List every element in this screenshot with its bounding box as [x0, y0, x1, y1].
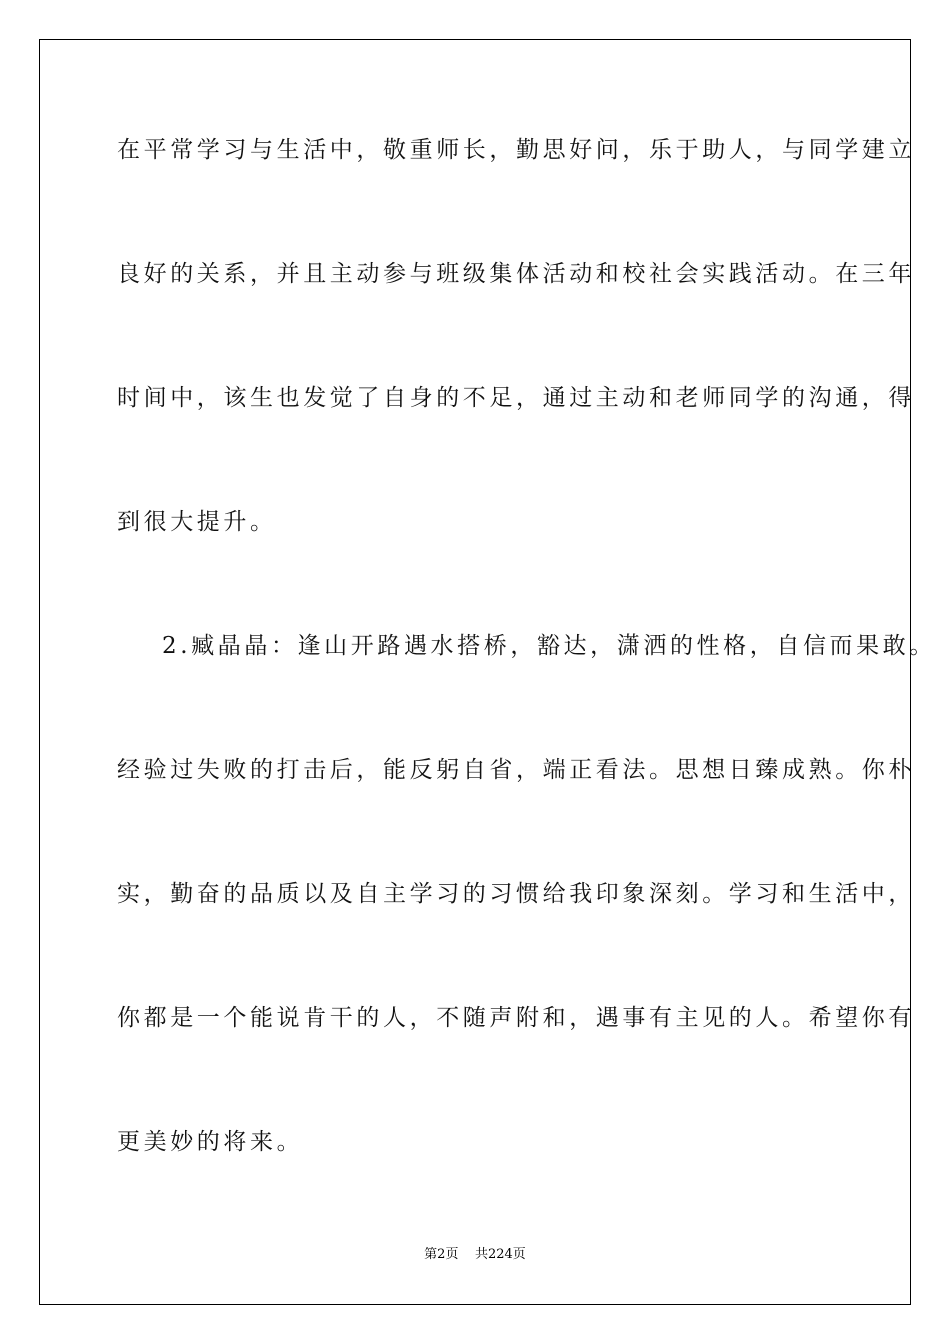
body-line-7: 实，勤奋的品质以及自主学习的习惯给我印象深刻。学习和生活中，	[117, 881, 915, 907]
body-line-1: 在平常学习与生活中，敬重师长，勤思好问，乐于助人，与同学建立	[117, 137, 915, 163]
page-footer	[0, 1246, 950, 1264]
body-line-6: 经验过失败的打击后，能反躬自省，端正看法。思想日臻成熟。你朴	[117, 757, 915, 783]
body-line-8: 你都是一个能说肯干的人，不随声附和，遇事有主见的人。希望你有	[117, 1005, 915, 1031]
body-line-4: 到很大提升。	[117, 509, 277, 535]
body-line-2: 良好的关系，并且主动参与班级集体活动和校社会实践活动。在三年	[117, 261, 915, 287]
page-total: 共224页	[474, 1247, 526, 1262]
body-line-5-paragraph-start: 2.臧晶晶：逢山开路遇水搭桥，豁达，潇洒的性格，自信而果敢。	[162, 633, 936, 659]
page-number: 第2页	[424, 1247, 459, 1262]
body-line-9: 更美妙的将来。	[117, 1129, 304, 1155]
body-line-3: 时间中，该生也发觉了自身的不足，通过主动和老师同学的沟通，得	[117, 385, 915, 411]
page-border	[39, 39, 911, 1305]
